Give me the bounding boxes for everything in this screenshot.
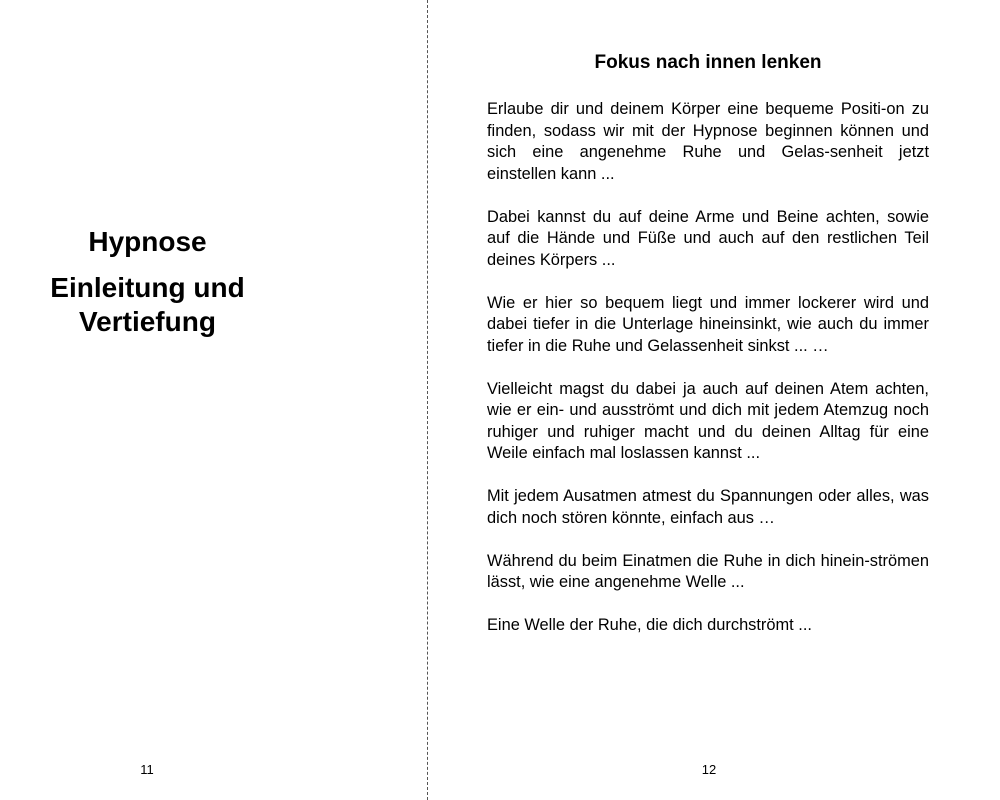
paragraph: Eine Welle der Ruhe, die dich durchströmt ... <box>487 616 812 634</box>
chapter-title-line-1: Hypnose <box>88 226 207 257</box>
paragraph: Während du beim Einatmen die Ruhe in dich hinein-strömen lässt, wie eine angenehme Welle ... <box>487 551 929 591</box>
chapter-title <box>0 225 295 339</box>
page-number-left: 11 <box>140 762 154 777</box>
paragraph: Vielleicht magst du dabei ja auch auf deinen Atem achten, wie er ein- und ausströmt und dich mit jedem Atemzug noch ruhiger und ruhiger macht und du deinen Alltag für eine Weile einfach mal loslassen kannst ... <box>487 379 929 462</box>
right-page <box>429 0 1000 800</box>
paragraph: Dabei kannst du auf deine Arme und Beine achten, sowie auf die Hände und Füße und auch auf den restlichen Teil deines Körpers ... <box>487 207 929 269</box>
left-page <box>0 0 428 800</box>
body-text <box>487 99 929 658</box>
page-fold-divider <box>427 0 428 800</box>
paragraph: Erlaube dir und deinem Körper eine bequeme Positi-on zu finden, sodass wir mit der Hypnose beginnen können und sich eine angenehme Ruhe und Gelas-senheit jetzt einstellen kann ... <box>487 100 929 183</box>
paragraph: Mit jedem Ausatmen atmest du Spannungen oder alles, was dich noch stören könnte, einfach aus … <box>487 487 929 527</box>
page-number-right: 12 <box>701 762 717 777</box>
paragraph: Wie er hier so bequem liegt und immer lockerer wird und dabei tiefer in die Unterlage hineinsinkt, wie auch du immer tiefer in die Ruhe und Gelassenheit sinkst ... … <box>487 293 929 355</box>
chapter-title-line-2: Einleitung und Vertiefung <box>50 272 245 337</box>
section-heading: Fokus nach innen lenken <box>594 52 822 73</box>
